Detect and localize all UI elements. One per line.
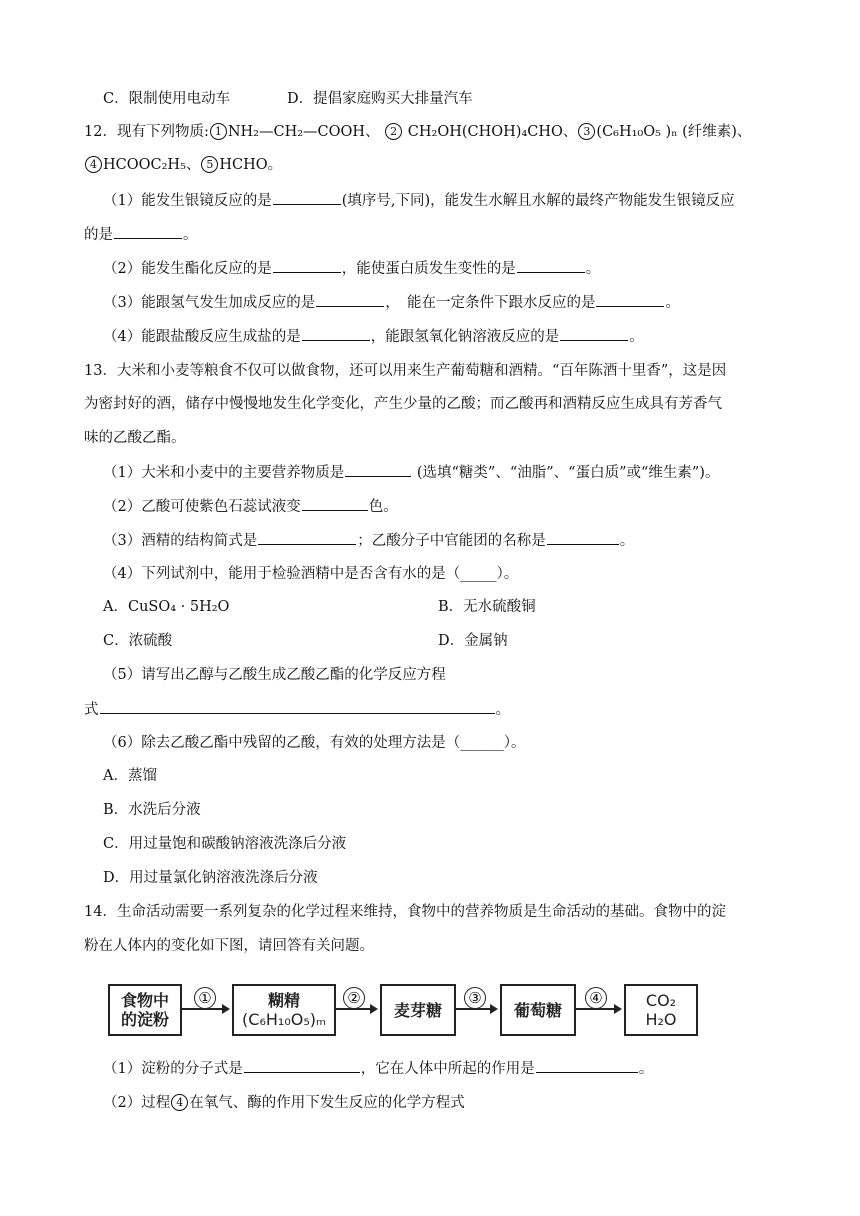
q14-stem-line1: 14．生命活动需要一系列复杂的化学过程来维持，食物中的营养物质是生命活动的基础。食物中的淀 — [84, 904, 726, 920]
answer-blank[interactable] — [345, 462, 411, 477]
circled-4-icon: 4 — [171, 1094, 188, 1111]
answer-blank[interactable] — [517, 258, 585, 273]
q13-part6-option-a: A．蒸馏 — [103, 768, 157, 784]
circled-4-icon: 4 — [85, 156, 102, 173]
answer-blank[interactable] — [316, 292, 384, 307]
circled-1-icon: 1 — [210, 123, 227, 140]
q13-part3: （3）酒精的结构简式是 ；乙酸分子中官能团的名称是 。 — [103, 530, 634, 551]
q11-option-d: D．提倡家庭购买大排量汽车 — [287, 91, 473, 107]
answer-blank[interactable] — [547, 530, 619, 545]
q14-stem-line2: 粉在人体内的变化如下图，请回答有关问题。 — [84, 938, 374, 954]
q14-part1: （1）淀粉的分子式是 ，它在人体中所起的作用是 。 — [103, 1058, 653, 1079]
q13-stem-line3: 味的乙酸乙酯。 — [84, 430, 186, 446]
diagram-box-starch: 食物中 的淀粉 — [108, 984, 182, 1036]
q13-stem-line2: 为密封好的酒，储存中慢慢地发生化学变化，产生少量的乙酸；而乙酸再和酒精反应生成具有芳香气 — [84, 396, 722, 412]
step-2-icon: ② — [343, 987, 365, 1009]
q13-part4: （4）下列试剂中，能用于检验酒精中是否含有水的是（_____）。 — [103, 566, 519, 582]
step-4-icon: ④ — [585, 987, 607, 1009]
answer-blank[interactable] — [536, 1058, 638, 1073]
step-3-icon: ③ — [464, 987, 486, 1009]
q11-option-c: C．限制使用电动车 — [103, 91, 231, 107]
q14-part2: （2）过程 4 在氧气、酶的作用下发生反应的化学方程式 — [103, 1095, 465, 1111]
q13-part6-option-c: C．用过量饱和碳酸钠溶液洗涤后分液 — [103, 836, 347, 852]
answer-blank[interactable] — [244, 1058, 360, 1073]
q12-part4: （4）能跟盐酸反应生成盐的是 ，能跟氢氧化钠溶液反应的是 。 — [103, 326, 644, 347]
answer-blank[interactable] — [273, 258, 341, 273]
q13-part4-option-d: D．金属钠 — [438, 633, 508, 649]
answer-blank[interactable] — [114, 224, 182, 239]
q13-part5: （5）请写出乙醇与乙酸生成乙酸乙酯的化学反应方程 — [103, 667, 446, 683]
diagram-box-maltose: 麦芽糖 — [380, 984, 456, 1036]
q13-part4-option-a: A．CuSO₄ · 5H₂O — [103, 599, 230, 615]
q12-part3: （3）能跟氢气发生加成反应的是 ， 能在一定条件下跟水反应的是 。 — [103, 292, 680, 313]
q12-stem-line1: 12．现有下列物质: 1 NH₂—CH₂—COOH、 2 CH₂OH(CHOH)₄CHO、 3 (C₆H₁₀O₅ )ₙ (纤维素)、 — [84, 124, 752, 140]
q13-part4-option-c: C．浓硫酸 — [103, 633, 173, 649]
q13-part6: （6）除去乙酸乙酯中残留的乙酸，有效的处理方法是（______）。 — [103, 735, 526, 751]
q13-part2: （2）乙酸可使紫色石蕊试液变 色。 — [103, 496, 398, 517]
diagram-box-glucose: 葡萄糖 — [500, 984, 576, 1036]
answer-blank[interactable] — [302, 326, 370, 341]
answer-blank[interactable] — [258, 530, 356, 545]
q12-part2: （2）能发生酯化反应的是 ，能使蛋白质发生变性的是 。 — [103, 258, 600, 279]
answer-blank[interactable] — [273, 190, 341, 205]
answer-blank[interactable] — [560, 326, 628, 341]
q13-part4-option-b: B．无水硫酸铜 — [438, 599, 536, 615]
q13-part1: （1）大米和小麦中的主要营养物质是 (选填“糖类”、“油脂”、“蛋白质”或“维生素”)。 — [103, 462, 719, 483]
step-1-icon: ① — [194, 987, 216, 1009]
q12-part1: （1）能发生银镜反应的是 (填序号,下同)，能发生水解且水解的最终产物能发生银镜反应 — [103, 190, 735, 211]
answer-blank[interactable] — [596, 292, 664, 307]
circled-2-icon: 2 — [385, 123, 402, 140]
q12-stem-line2: 4 HCOOC₂H₅、 5 HCHO。 — [84, 155, 282, 175]
circled-3-icon: 3 — [578, 123, 595, 140]
q12-part1-cont: 的是 。 — [84, 224, 198, 245]
answer-blank[interactable] — [302, 496, 368, 511]
q13-part5-cont: 式 。 — [84, 699, 510, 720]
q13-part6-option-b: B．水洗后分液 — [103, 802, 201, 818]
q13-part6-option-d: D．用过量氯化钠溶液洗涤后分液 — [103, 870, 318, 886]
diagram-box-products: CO₂ H₂O — [624, 984, 698, 1036]
diagram-box-dextrin: 糊精 (C₆H₁₀O₅)ₘ — [232, 984, 336, 1036]
answer-blank[interactable] — [100, 699, 495, 714]
circled-5-icon: 5 — [201, 156, 218, 173]
q13-stem-line1: 13．大米和小麦等粮食不仅可以做食物，还可以用来生产葡萄糖和酒精。“百年陈酒十里香”，这是因 — [84, 363, 727, 379]
